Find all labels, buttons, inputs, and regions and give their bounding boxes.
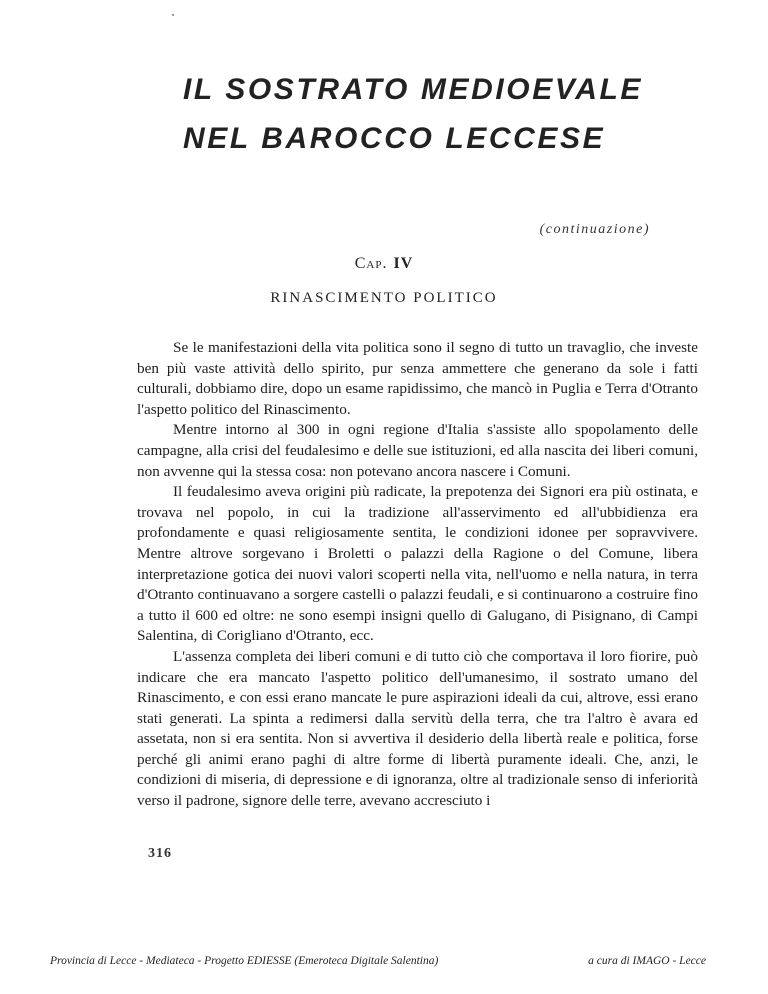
scan-speck <box>172 14 174 16</box>
paragraph: Mentre intorno al 300 in ogni regione d'Italia s'assiste allo spopolamento delle campagne, alla crisi del feudalesimo e delle sue istituzioni, ed alla nascita dei liberi comuni, non avvenne qui la stessa cosa: non potevano ancora nascere i Comuni. <box>137 421 698 480</box>
chapter-label: Cap. <box>354 255 388 272</box>
article-title-line-2: NEL BAROCCO LECCESE <box>183 122 606 155</box>
continuation-note: (continuazione) <box>539 222 650 237</box>
paragraph: Il feudalesimo aveva origini più radicate, la prepotenza dei Signori era più ostinata, e trovava nel popolo, in cui la tradizione all'asservimento ed all'ubbidienza era profondamente e quasi religiosamente sentita, le condizioni idonee per sopravvivere. Mentre altrove sorgevano i Broletti o palazzi della Ragione o del Comune, libera interpretazione gotica dei nuovi valori scoperti nella vita, nell'uomo e nella natura, in terra d'Otranto continuavano a sorgere castelli o palazzi feudali, e si continuarono a costruire fino a tutto il 600 ed oltre: ne sono esempi insigni quello di Galugano, di Pisignano, di Campi Salentina, di Corigliano d'Otranto, ecc. <box>137 483 698 645</box>
paragraph: Se le manifestazioni della vita politica sono il segno di tutto un travaglio, che investe ben più vaste attività dello spirito, pur senza ammettere che generano da sole i fatti culturali, dobbiamo dire, dopo un esame rapidissimo, che mancò in Puglia e Terra d'Otranto l'aspetto politico del Rinascimento. <box>137 339 698 418</box>
footer-source: Provincia di Lecce - Mediateca - Progetto EDIESSE (Emeroteca Digitale Salentina) <box>50 955 439 967</box>
page-number: 316 <box>148 846 172 861</box>
chapter-heading <box>0 255 768 273</box>
paragraph: L'assenza completa dei liberi comuni e di tutto ciò che comportava il loro fiorire, può indicare che era mancato l'aspetto politico dell'umanesimo, il sostrato umano del Rinascimento, e con essi erano mancate le pure aspirazioni ideali da cui, altrove, essi erano stati generati. La spinta a redimersi dalla servitù della terra, che tra l'altro è avara ed assetata, non si era sentita. Non si avvertiva il desiderio della libertà reale e politica, forse perché gli animi erano paghi di altre forme di libertà puramente ideali. Che, anzi, le condizioni di miseria, di depressione e di ignoranza, oltre al tradizionale senso di inferiorità verso il padrone, signore delle terre, avevano accresciuto i <box>137 647 698 810</box>
section-title: RINASCIMENTO POLITICO <box>270 290 498 306</box>
chapter-number: IV <box>393 255 414 272</box>
article-body <box>137 338 698 812</box>
article-title-line-1: IL SOSTRATO MEDIOEVALE <box>183 73 644 106</box>
footer-credit: a cura di IMAGO - Lecce <box>588 955 706 967</box>
